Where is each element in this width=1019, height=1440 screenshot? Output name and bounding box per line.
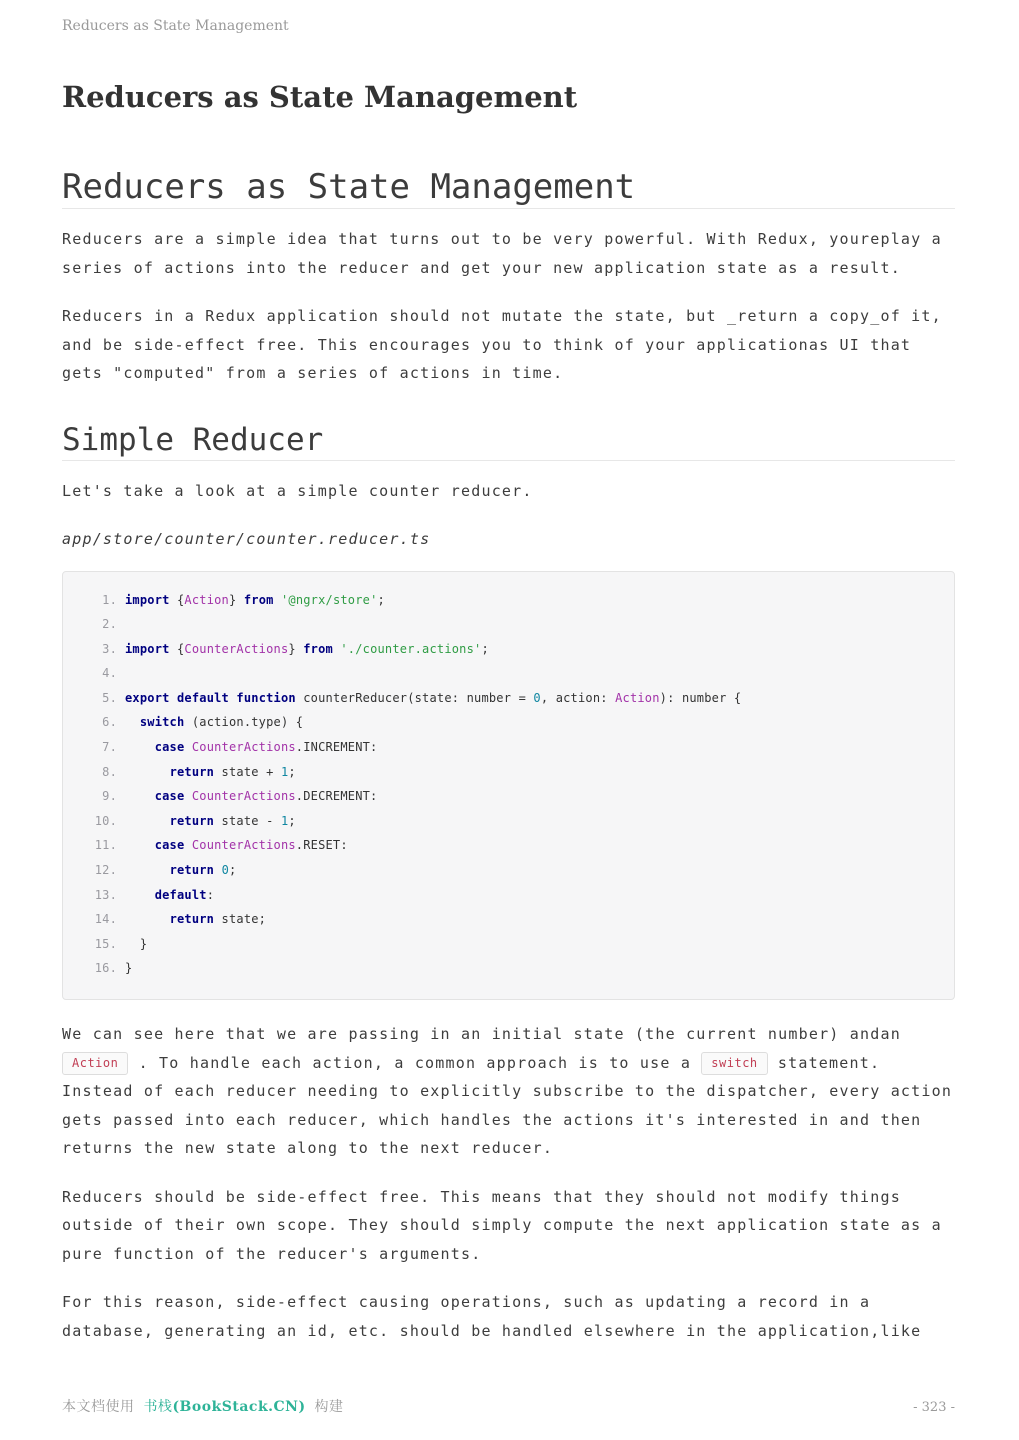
bookstack-link-cn: 书栈 [143, 1399, 173, 1415]
section-heading-simple-reducer: Simple Reducer [62, 421, 324, 458]
line-number: 10. [94, 813, 117, 828]
code-line [77, 809, 938, 834]
code-text: import {CounterActions} from './counter.actions'; [125, 641, 489, 656]
inline-code-badge: switch [701, 1052, 767, 1075]
paragraph-no-mutate: Reducers in a Redux application should not mutate the state, but _return a copy_of it, and be side-effect free. This encourages you to think of your applicationas UI that gets "computed" from a series of actions in time. [62, 307, 942, 382]
line-number: 16. [94, 961, 117, 976]
code-text: } [125, 936, 148, 951]
code-line [77, 637, 938, 662]
line-number: 8. [102, 764, 117, 779]
section-heading-reducers-as-state-management: Reducers as State Management [62, 167, 636, 207]
page-number: - 323 - [913, 1400, 955, 1415]
code-line [77, 907, 938, 932]
code-block-counter-reducer [62, 571, 955, 1001]
code-text: return state - 1; [169, 813, 296, 828]
code-line [77, 784, 938, 809]
line-number: 7. [102, 740, 117, 755]
code-line [77, 956, 938, 981]
built-with-note [62, 1396, 344, 1416]
line-number: 4. [102, 666, 117, 681]
heading-divider [62, 208, 955, 209]
line-number: 15. [94, 936, 117, 951]
file-path-label: app/store/counter/counter.reducer.ts [62, 530, 431, 548]
code-text: case CounterActions.RESET: [154, 838, 348, 853]
paragraph-side-effect-free: Reducers should be side-effect free. This means that they should not modify things outside of their own scope. They should simply compute the next application state as a pure function of the reducer's arguments. [62, 1187, 942, 1263]
line-number: 5. [102, 690, 117, 705]
code-text: return 0; [169, 863, 237, 878]
code-line [77, 612, 938, 637]
line-number: 3. [102, 641, 117, 656]
line-number: 12. [94, 863, 117, 878]
page-title: Reducers as State Management [62, 80, 578, 114]
code-line [77, 883, 938, 908]
page-footer [62, 1396, 955, 1416]
inline-code-badge: Action [62, 1052, 128, 1075]
heading-divider [62, 460, 955, 461]
line-number: 14. [94, 912, 117, 927]
line-number: 11. [94, 838, 117, 853]
code-line [77, 760, 938, 785]
code-line [77, 686, 938, 711]
line-number: 9. [102, 789, 117, 804]
code-line [77, 588, 938, 613]
paragraph-counter-intro: Let's take a look at a simple counter reducer. [62, 481, 533, 500]
built-with-suffix: 构建 [305, 1399, 344, 1415]
code-text: return state + 1; [169, 764, 296, 779]
code-line [77, 932, 938, 957]
code-text: default: [154, 887, 215, 902]
code-text: return state; [169, 912, 267, 927]
line-number: 6. [102, 715, 117, 730]
line-number: 13. [94, 887, 117, 902]
paragraph-for-this-reason: For this reason, side-effect causing operations, such as updating a record in a database, generating an id, etc. should be handled elsewhere in the application,like [62, 1293, 922, 1340]
running-header: Reducers as State Management [62, 18, 289, 34]
code-text: } [125, 961, 133, 976]
code-line [77, 858, 938, 883]
code-line [77, 661, 938, 686]
bookstack-link[interactable] [143, 1399, 305, 1415]
line-number: 1. [102, 592, 117, 607]
code-text: case CounterActions.INCREMENT: [154, 740, 378, 755]
code-text: import {Action} from '@ngrx/store'; [125, 592, 385, 607]
line-number: 2. [102, 617, 117, 632]
code-text: case CounterActions.DECREMENT: [154, 789, 378, 804]
code-text: switch (action.type) { [139, 715, 304, 730]
built-with-prefix: 本文档使用 [62, 1399, 144, 1415]
paragraph-with-inline-code: We can see here that we are passing in an initial state (the current number) andan Action . To handle each action, a common approach is to use a switch statement. Instead of each reducer needing to explicitly subscribe to the dispatcher, every action gets passed into each reducer, which handles the actions it's interested in and then returns the new state along to the next reducer. [62, 1025, 953, 1157]
bookstack-link-en: (BookStack.CN) [172, 1399, 306, 1415]
code-line [77, 710, 938, 735]
code-text: export default function counterReducer(state: number = 0, action: Action): number { [125, 690, 742, 705]
paragraph-redux-intro: Reducers are a simple idea that turns out to be very powerful. With Redux, youreplay a series of actions into the reducer and get your new application state as a result. [62, 230, 942, 277]
code-line [77, 833, 938, 858]
code-line [77, 735, 938, 760]
